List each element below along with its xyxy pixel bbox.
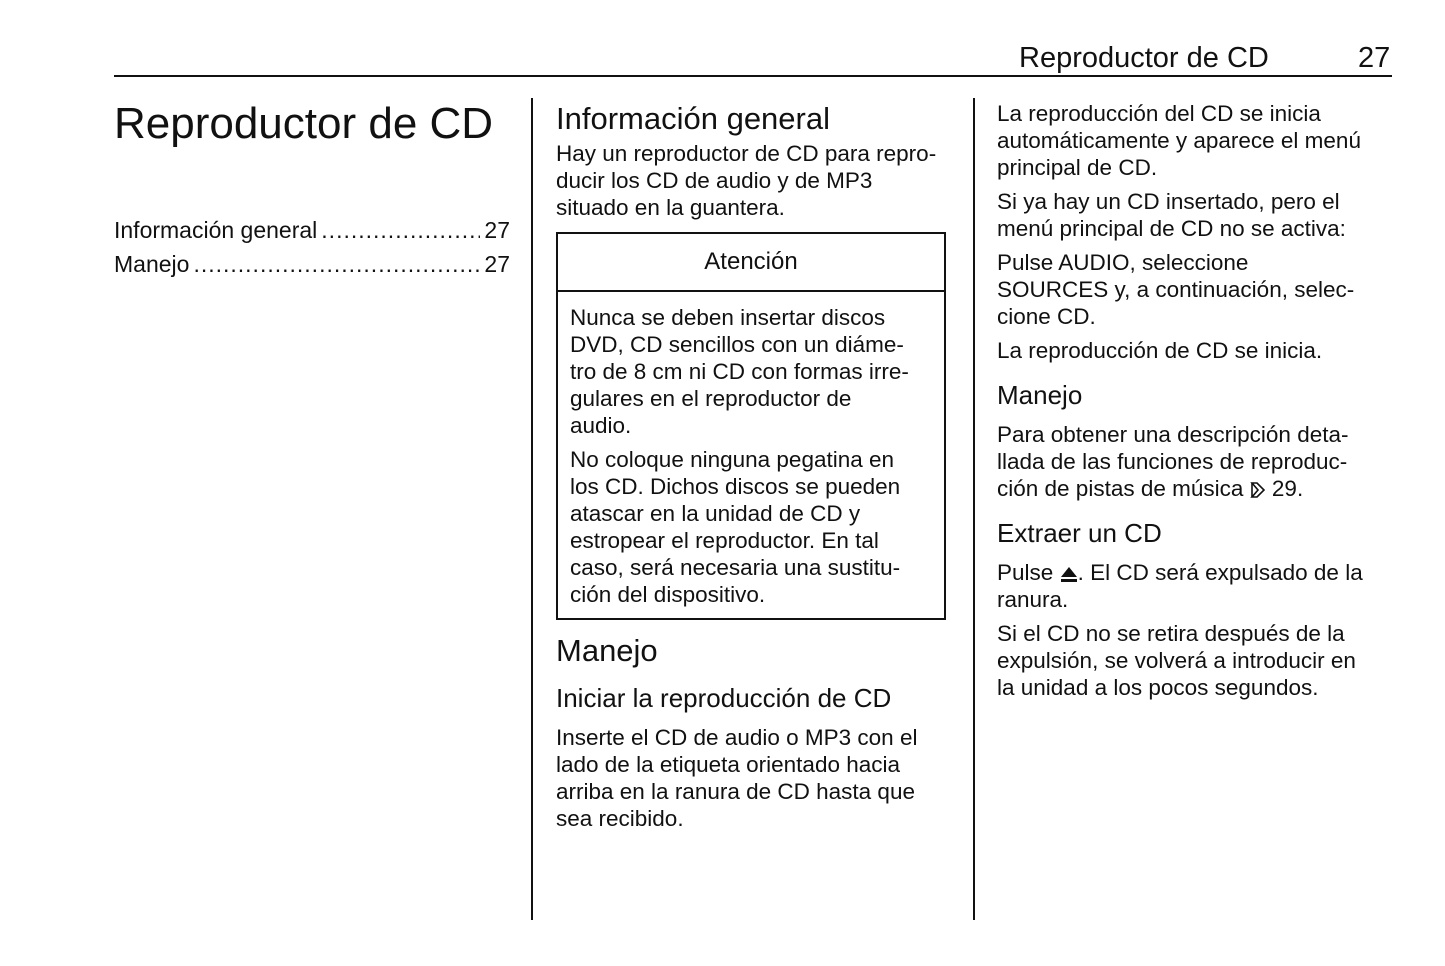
- running-header-title: Reproductor de CD: [1019, 42, 1269, 74]
- warning-paragraph-1: Nunca se deben insertar discos DVD, CD sencillos con un diáme- tro de 8 cm ni CD con formas irre- gulares en el reproductor de audio.: [570, 305, 909, 438]
- warning-body: [558, 292, 944, 618]
- toc-entry-informacion-general[interactable]: [114, 213, 510, 247]
- section-heading-informacion-general: Información general: [556, 101, 830, 136]
- cd-inserted-paragraph: Si ya hay un CD insertado, pero el menú principal de CD no se activa:: [997, 189, 1346, 241]
- handling-paragraph: [997, 421, 1397, 502]
- toc-leader-dots: [321, 213, 480, 247]
- header-rule: [114, 75, 1392, 77]
- general-info-intro: Hay un reproductor de CD para repro- ducir los CD de audio y de MP3 situado en la guantera.: [556, 141, 937, 220]
- column-divider-left: [531, 98, 533, 920]
- eject-paragraph: [997, 559, 1397, 613]
- subheading-iniciar-reproduccion: Iniciar la reproducción de CD: [556, 683, 892, 713]
- page-number: 27: [1358, 42, 1391, 74]
- chapter-title: Reproductor de CD: [114, 99, 494, 148]
- toc-leader-dots: [193, 247, 480, 281]
- playback-begins-paragraph: La reproducción de CD se inicia.: [997, 338, 1323, 363]
- warning-box: [556, 232, 946, 620]
- toc-entry-page: 27: [484, 217, 510, 243]
- chapter-toc: [114, 213, 510, 281]
- warning-title: Atención: [558, 234, 944, 292]
- press-audio-paragraph: Pulse AUDIO, seleccione SOURCES y, a continuación, selec- cione CD.: [997, 250, 1355, 329]
- toc-entry-manejo[interactable]: [114, 247, 510, 281]
- column-middle: [556, 100, 956, 832]
- eject-icon: [1060, 565, 1078, 583]
- toc-entry-label: Información general: [114, 217, 318, 243]
- eject-text-after: . El CD será expulsado de la ranura.: [997, 560, 1363, 612]
- subheading-extraer-cd: Extraer un CD: [997, 518, 1162, 548]
- handling-text: Para obtener una descripción deta- llada de las funciones de reproduc- ción de pistas de música: [997, 422, 1349, 501]
- warning-paragraph-2: No coloque ninguna pegatina en los CD. Dichos discos se pueden atascar en la unidad de CD y estropear el reproductor. En tal caso, será necesaria una sustitu- ción del dispositivo.: [570, 447, 901, 607]
- playback-start-paragraph: La reproducción del CD se inicia automáticamente y aparece el menú principal de CD.: [997, 101, 1361, 180]
- eject-text-before: Pulse: [997, 560, 1054, 585]
- column-divider-right: [973, 98, 975, 920]
- toc-entry-label: Manejo: [114, 251, 190, 277]
- handling-reference-page[interactable]: 29.: [1271, 476, 1304, 501]
- subheading-manejo: Manejo: [997, 380, 1083, 410]
- section-heading-manejo: Manejo: [556, 633, 658, 668]
- toc-entry-page: 27: [484, 251, 510, 277]
- start-playback-paragraph: Inserte el CD de audio o MP3 con el lado de la etiqueta orientado hacia arriba en la ranura de CD hasta que sea recibido.: [556, 725, 918, 831]
- page-reference-arrow-icon: [1250, 481, 1266, 499]
- eject-retry-paragraph: Si el CD no se retira después de la expulsión, se volverá a introducir en la unidad a los pocos segundos.: [997, 621, 1356, 700]
- column-right: [997, 100, 1397, 701]
